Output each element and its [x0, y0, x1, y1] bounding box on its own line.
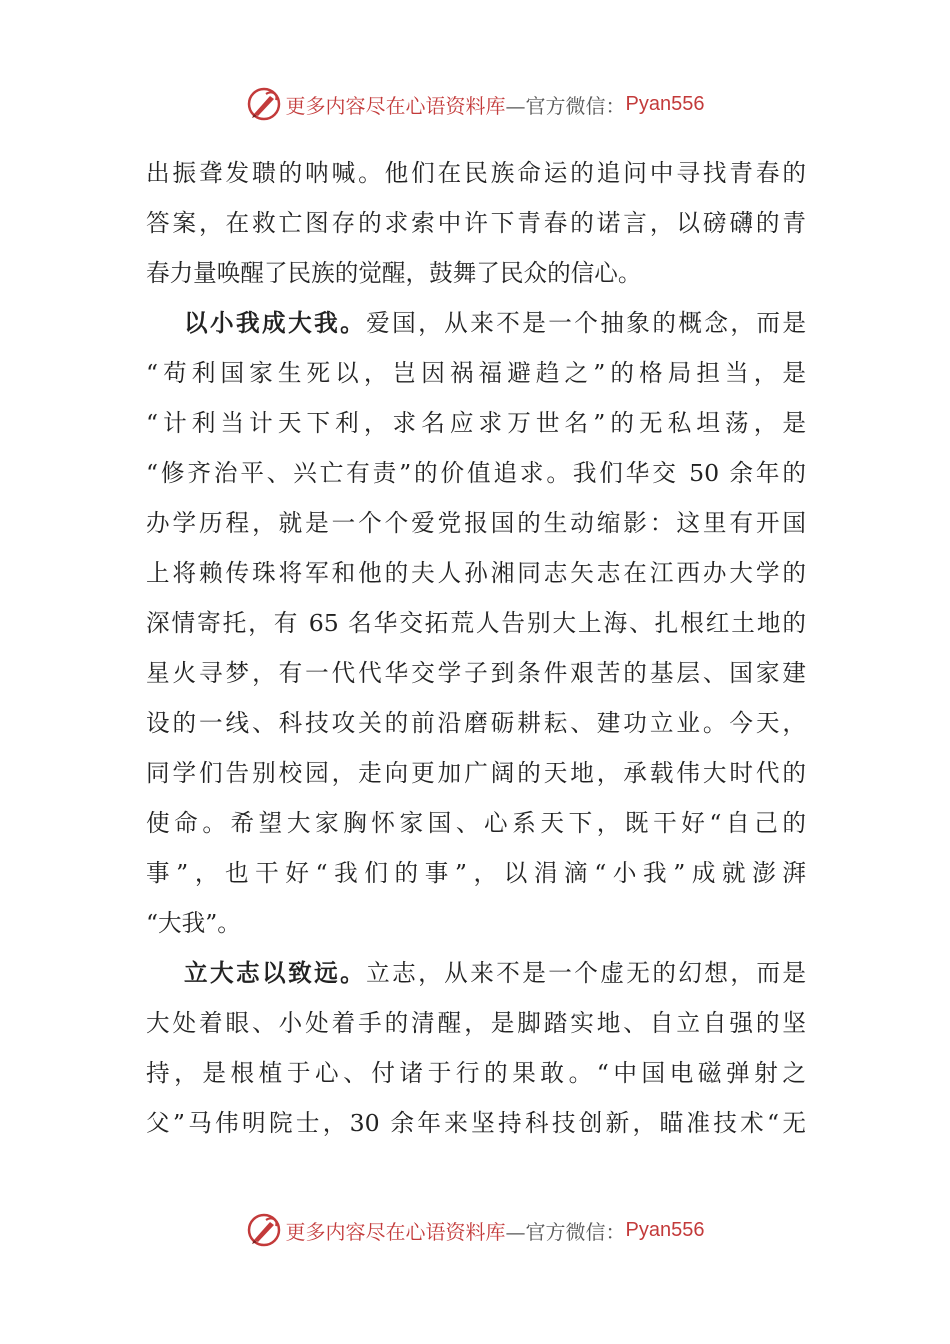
- text-line: 设的一线、科技攻关的前沿磨砺耕耘、建功立业。今天，: [146, 709, 806, 737]
- text-line: 答案，在救亡图存的求索中许下青春的诺言，以磅礴的青: [146, 209, 806, 237]
- text-line: 星火寻梦，有一代代华交学子到条件艰苦的基层、国家建: [146, 659, 806, 687]
- text-line: “修齐治平、兴亡有责”的价值追求。我们华交 50 余年的: [146, 459, 806, 487]
- text-span: 立志，从来不是一个虚无的幻想，而是: [366, 959, 806, 987]
- text-line: 父”马伟明院士，30 余年来坚持科技创新，瞄准技术“无: [146, 1109, 806, 1137]
- footer-wechat-id: Pyan556: [625, 1218, 705, 1241]
- text-line: 持，是根植于心、付诸于行的果敢。“中国电磁弹射之: [146, 1059, 806, 1087]
- pen-logo-icon: [246, 1212, 282, 1248]
- paragraph-line: [146, 948, 806, 998]
- text-line: 同学们告别校园，走向更加广阔的天地，承载伟大时代的: [146, 759, 806, 787]
- header-banner: [0, 84, 950, 124]
- text-span: 爱国，从来不是一个抽象的概念，而是: [366, 309, 806, 337]
- text-line: 使命。希望大家胸怀家国、心系天下，既干好“自己的: [146, 809, 806, 837]
- text-line: “苟利国家生死以，岂因祸福避趋之”的格局担当，是: [146, 359, 806, 387]
- text-line: 出振聋发聩的呐喊。他们在民族命运的追问中寻找青春的: [146, 159, 806, 187]
- text-line: 春力量唤醒了民族的觉醒，鼓舞了民众的信心。: [146, 259, 642, 287]
- text-line: 上将赖传珠将军和他的夫人孙湘同志矢志在江西办大学的: [146, 559, 806, 587]
- document-body: [146, 148, 806, 1148]
- pen-logo-icon: [246, 86, 282, 122]
- header-wechat-id: Pyan556: [625, 92, 705, 115]
- paragraph-line: [146, 298, 806, 348]
- header-text: 更多内容尽在心语资料库: [285, 93, 506, 118]
- section-heading: 以小我成大我。: [184, 309, 367, 337]
- text-line: 大处着眼、小处着手的清醒，是脚踏实地、自立自强的坚: [146, 1009, 806, 1037]
- text-line: 深情寄托，有 65 名华交拓荒人告别大上海、扎根红土地的: [146, 609, 806, 637]
- section-heading: 立大志以致远。: [184, 959, 367, 987]
- text-line: 办学历程，就是一个个爱党报国的生动缩影：这里有开国: [146, 509, 806, 537]
- footer-wechat-label: —官方微信：: [505, 1219, 626, 1244]
- footer-text: 更多内容尽在心语资料库: [285, 1219, 506, 1244]
- header-wechat-label: —官方微信：: [505, 93, 626, 118]
- text-line: “计利当计天下利，求名应求万世名”的无私坦荡，是: [146, 409, 806, 437]
- text-line: 事”，也干好“我们的事”，以涓滴“小我”成就澎湃: [146, 859, 806, 887]
- text-line: “大我”。: [146, 909, 241, 937]
- footer-banner: [0, 1210, 950, 1250]
